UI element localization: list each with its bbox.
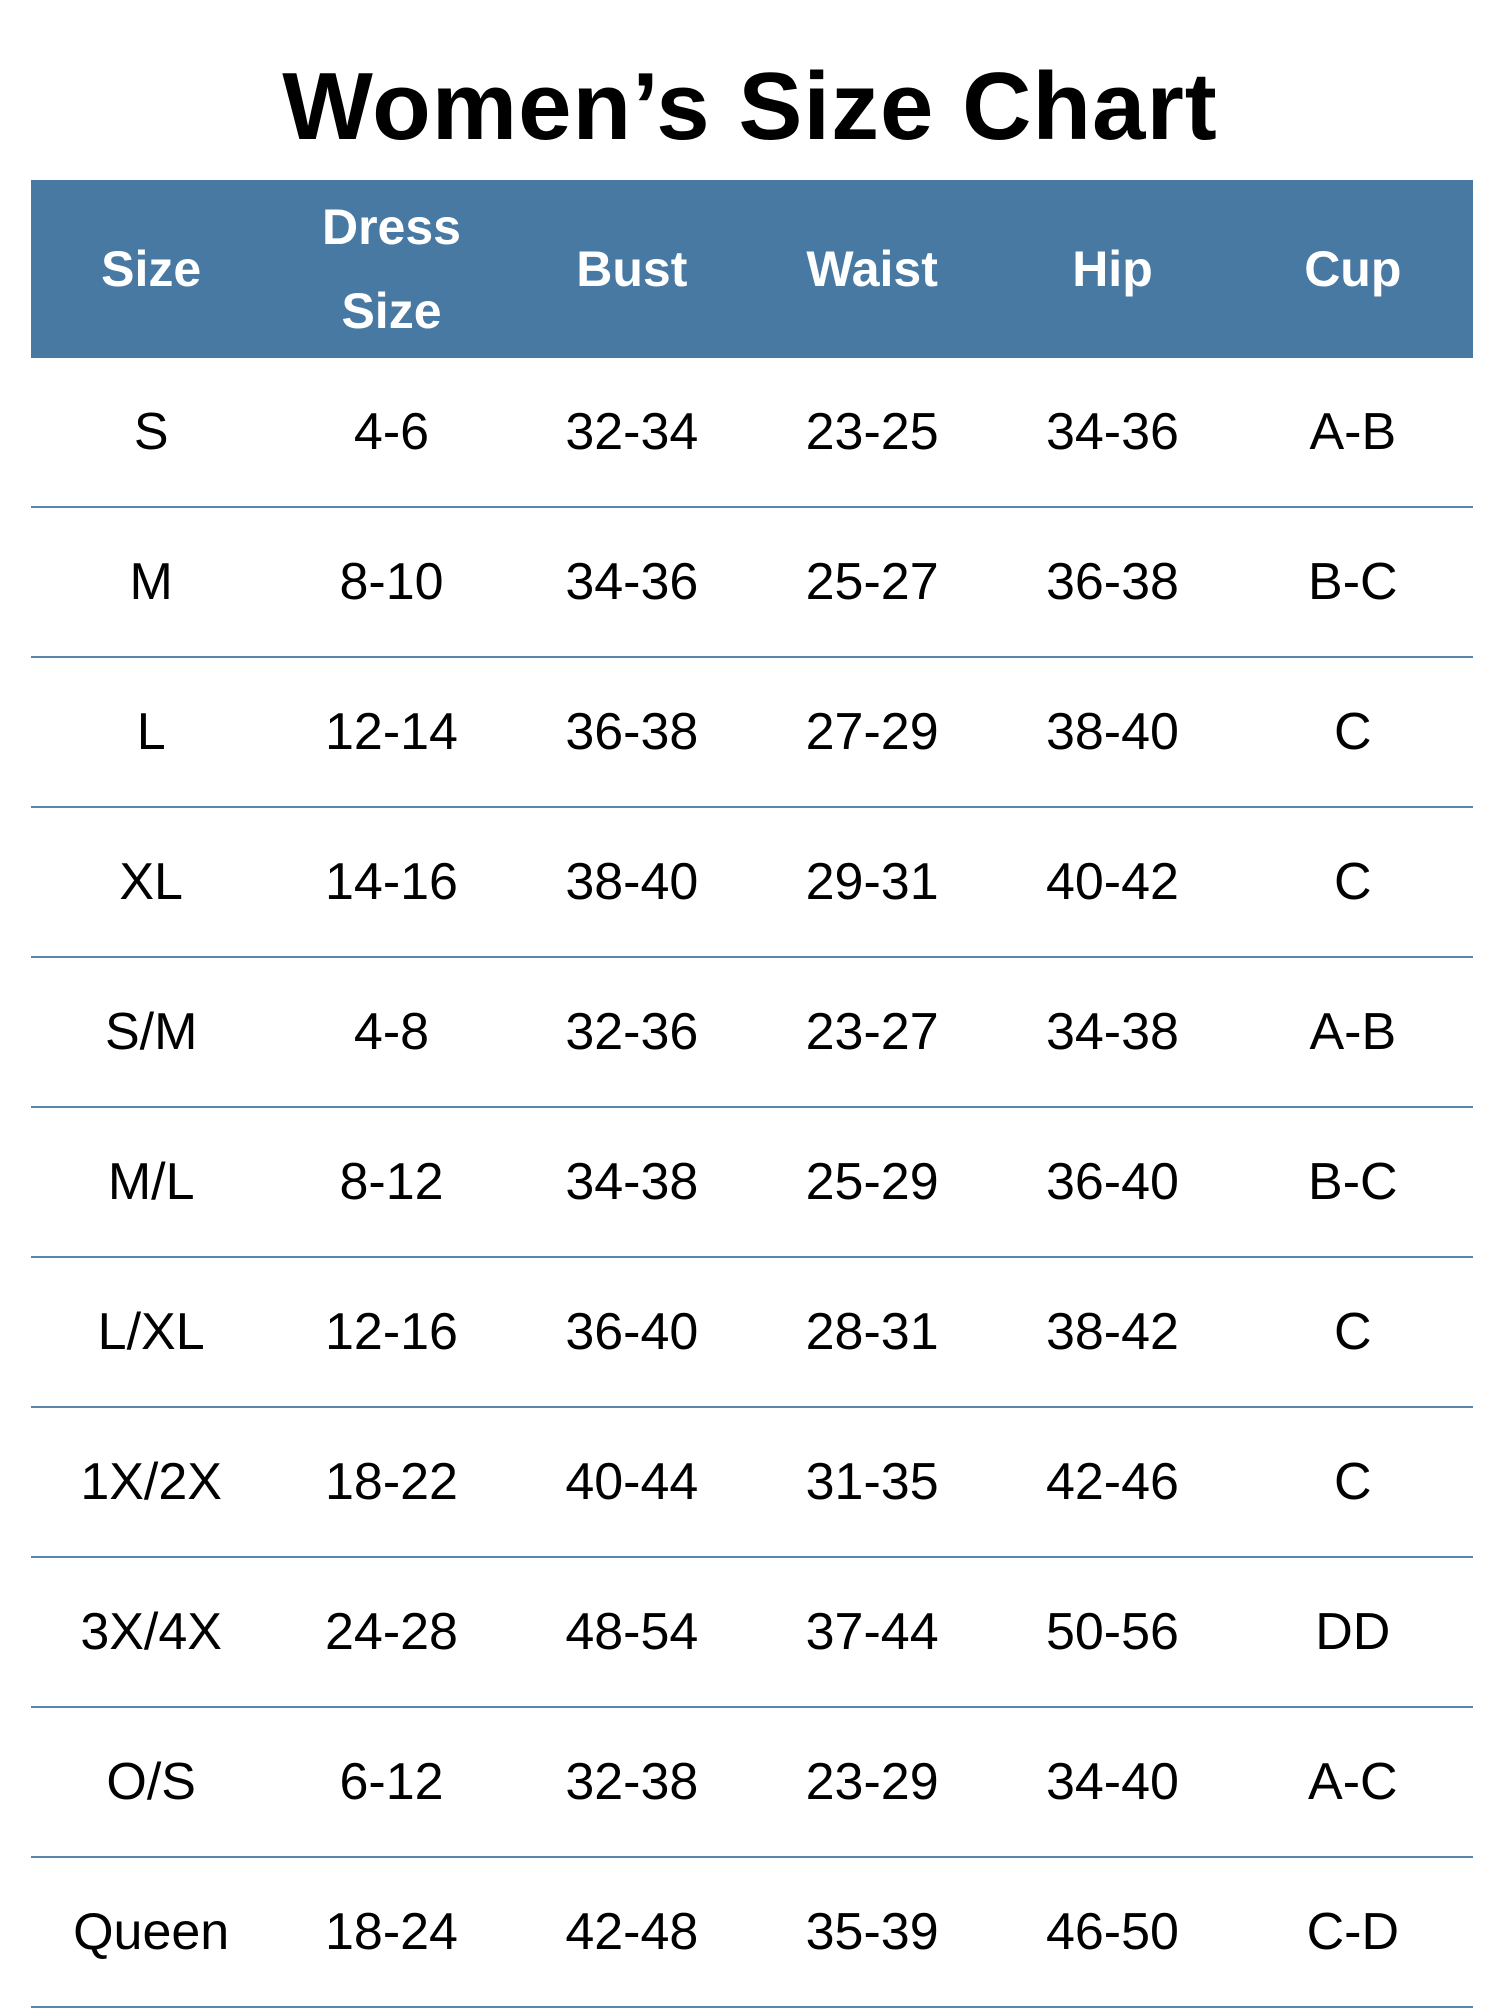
- cell-dress-size: 6-12: [339, 1753, 444, 1811]
- cell-cup: C: [1334, 703, 1372, 761]
- column-header-hip: Hip: [1072, 241, 1153, 297]
- table-row: [31, 1258, 1473, 1408]
- cell-waist: 23-25: [805, 403, 939, 461]
- column-header-dress-size: Dress Size: [321, 199, 461, 339]
- cell-hip: 34-38: [1045, 1003, 1179, 1061]
- cell-hip: 34-36: [1045, 403, 1179, 461]
- cell-hip: 50-56: [1045, 1603, 1179, 1661]
- cell-bust: 34-38: [565, 1153, 699, 1211]
- cell-bust: 34-36: [565, 553, 699, 611]
- cell-hip: 36-38: [1045, 553, 1179, 611]
- cell-waist: 23-27: [805, 1003, 939, 1061]
- cell-cup: C-D: [1306, 1903, 1400, 1961]
- cell-waist: 29-31: [805, 853, 939, 911]
- column-header-size: Size: [101, 241, 202, 297]
- cell-size: S: [133, 403, 169, 461]
- table-row: [31, 808, 1473, 958]
- cell-size: L/XL: [97, 1303, 205, 1361]
- table-row: [31, 1858, 1473, 2008]
- table-row: [31, 1408, 1473, 1558]
- cell-bust: 32-36: [565, 1003, 699, 1061]
- cell-waist: 25-27: [805, 553, 939, 611]
- cell-hip: 46-50: [1045, 1903, 1179, 1961]
- cell-dress-size: 8-12: [339, 1153, 444, 1211]
- cell-size: 3X/4X: [80, 1603, 222, 1661]
- cell-bust: 48-54: [565, 1603, 699, 1661]
- cell-cup: A-B: [1309, 1003, 1397, 1061]
- cell-size: Queen: [73, 1903, 230, 1961]
- cell-dress-size: 12-16: [324, 1303, 458, 1361]
- column-header-bust: Bust: [576, 241, 688, 297]
- cell-cup: B-C: [1308, 553, 1398, 611]
- cell-size: 1X/2X: [80, 1453, 222, 1511]
- cell-bust: 40-44: [565, 1453, 699, 1511]
- cell-size: M: [129, 553, 173, 611]
- table-row: [31, 1708, 1473, 1858]
- cell-dress-size: 24-28: [324, 1603, 458, 1661]
- cell-hip: 34-40: [1045, 1753, 1179, 1811]
- table-row: [31, 658, 1473, 808]
- size-table: [31, 180, 1473, 2008]
- cell-hip: 42-46: [1045, 1453, 1179, 1511]
- column-header-cup: Cup: [1304, 241, 1402, 297]
- cell-dress-size: 8-10: [339, 553, 444, 611]
- cell-hip: 38-42: [1045, 1303, 1179, 1361]
- cell-cup: C: [1334, 1303, 1372, 1361]
- cell-hip: 38-40: [1045, 703, 1179, 761]
- cell-bust: 38-40: [565, 853, 699, 911]
- cell-dress-size: 18-24: [324, 1903, 458, 1961]
- cell-cup: A-B: [1309, 403, 1397, 461]
- table-row: [31, 1108, 1473, 1258]
- page-title: Women’s Size Chart: [282, 53, 1218, 160]
- cell-size: S/M: [104, 1003, 198, 1061]
- cell-bust: 32-34: [565, 403, 699, 461]
- cell-dress-size: 4-6: [353, 403, 430, 461]
- cell-dress-size: 12-14: [324, 703, 458, 761]
- cell-cup: DD: [1315, 1603, 1391, 1661]
- cell-waist: 37-44: [805, 1603, 939, 1661]
- table-row: [31, 958, 1473, 1108]
- cell-bust: 36-40: [565, 1303, 699, 1361]
- cell-waist: 35-39: [805, 1903, 939, 1961]
- cell-waist: 31-35: [805, 1453, 939, 1511]
- cell-cup: B-C: [1308, 1153, 1398, 1211]
- cell-size: M/L: [107, 1153, 195, 1211]
- cell-size: O/S: [106, 1753, 196, 1811]
- cell-bust: 32-38: [565, 1753, 699, 1811]
- cell-cup: C: [1334, 1453, 1372, 1511]
- table-row: [31, 1558, 1473, 1708]
- cell-cup: A-C: [1308, 1753, 1398, 1811]
- cell-bust: 36-38: [565, 703, 699, 761]
- cell-size: XL: [119, 853, 183, 911]
- cell-dress-size: 18-22: [324, 1453, 458, 1511]
- cell-waist: 27-29: [805, 703, 939, 761]
- cell-dress-size: 4-8: [353, 1003, 430, 1061]
- cell-waist: 23-29: [805, 1753, 939, 1811]
- cell-bust: 42-48: [565, 1903, 699, 1961]
- table-row: [31, 358, 1473, 508]
- cell-hip: 36-40: [1045, 1153, 1179, 1211]
- cell-waist: 28-31: [805, 1303, 939, 1361]
- column-header-waist: Waist: [806, 241, 938, 297]
- table-header: [31, 180, 1473, 358]
- cell-hip: 40-42: [1045, 853, 1179, 911]
- cell-cup: C: [1334, 853, 1372, 911]
- cell-dress-size: 14-16: [324, 853, 458, 911]
- cell-waist: 25-29: [805, 1153, 939, 1211]
- cell-size: L: [136, 703, 166, 761]
- table-row: [31, 508, 1473, 658]
